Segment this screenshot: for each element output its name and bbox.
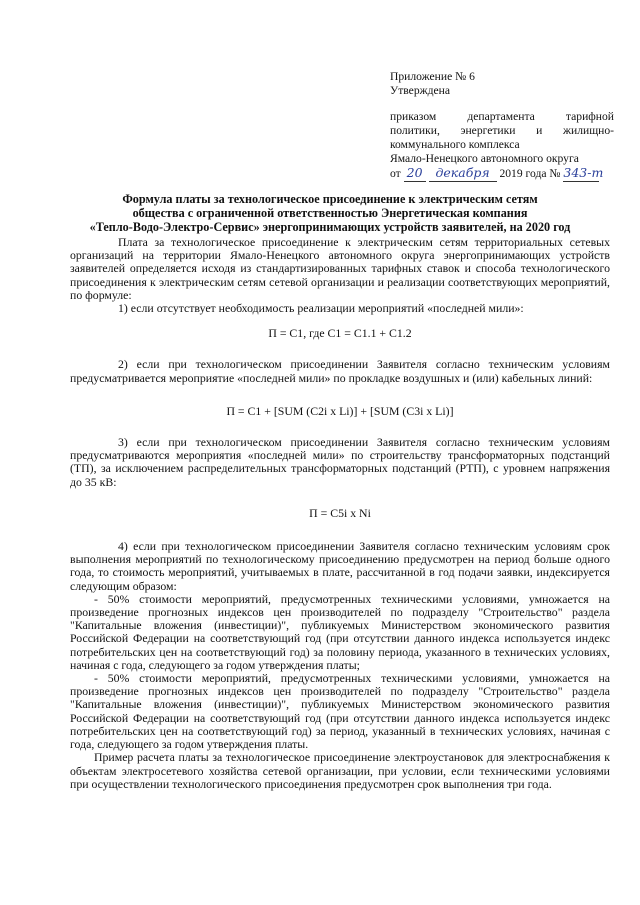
handwritten-order-number: 343-т (563, 165, 604, 180)
indexation-bullet-2: - 50% стоимости мероприятий, предусмотренных техническими условиями, умножается на произведение прогнозных индексов цен производителей по подразделу "Строительство" раздела "Капитальные вложения (инвестиции)", публикуемых Министерством экономического развития Российской Федерации на соответствующий год (при отсутствии данного индекса используется индекс потребительских цен на соответствующий год) за период, указанный в технических условиях, начиная с года, следующего за годом утверждения платы. (70, 671, 610, 752)
handwritten-month: декабря (435, 165, 490, 180)
formula-3: П = C5i x Ni (309, 505, 371, 520)
indexation-bullet-1: - 50% стоимости мероприятий, предусмотренных техническими условиями, умножается на произведение прогнозных индексов цен производителей по подразделу "Строительство" раздела "Капитальные вложения (инвестиции)", публикуемых Министерством экономического развития Российской Федерации на соответствующий год (при отсутствии данного индекса используется индекс потребительских цен на соответствующий год) за половину периода, указанного в технических условиях, начиная с года, следующего за годом утверждения платы; (70, 591, 610, 672)
approval-line-4: Ямало-Ненецкого автономного округа (390, 152, 579, 165)
case-4-text: 4) если при технологическом присоединении Заявителя согласно техническим условиям срок выполнения мероприятий по технологическому присоединению предусмотрен на период больше одного года, то стоимость мероприятий, учитываемых в плате, рассчитанной в год подачи заявки, индексируется следующим образом: (70, 539, 610, 593)
case-1-text: 1) если отсутствует необходимость реализации мероприятий «последней мили»: (118, 301, 524, 316)
document-body (70, 236, 610, 791)
handwritten-day: 20 (406, 165, 423, 180)
example-paragraph: Пример расчета платы за технологическое присоединение электроустановок для электроснабжения к объектам электросетевого хозяйства сетевой организации, при условии, если техническими условиями при осуществлении технологического присоединения предусмотрен срок выполнения три года. (70, 750, 610, 791)
approval-line-1: приказом департамента тарифной (390, 110, 614, 123)
approved-label: Утверждена (390, 84, 451, 97)
formula-2: П = C1 + [SUM (C2i x Li)] + [SUM (C3i x Li)] (226, 403, 454, 418)
approval-line-2: политики, энергетики и жилищно- (390, 124, 614, 137)
intro-paragraph: Плата за технологическое присоединение к электрическим сетям территориальных сетевых организаций на территории Ямало-Ненецкого автономного округа энергопринимающих устройств заявителей определяется исходя из стандартизированных тарифных ставок и способа технологического присоединения к электрическим сетям сетевой организации и реализации соответствующих мероприятий, по формуле: (70, 235, 610, 302)
date-year: 2019 года № (499, 167, 561, 180)
approval-header (390, 70, 614, 182)
case-2-text: 2) если при технологическом присоединении Заявителя согласно техническим условиям предусматривается мероприятие «последней мили» по прокладке воздушных и (или) кабельных линий: (70, 357, 610, 385)
appendix-label: Приложение № 6 (390, 70, 475, 83)
document-title (60, 192, 600, 234)
date-prefix: от (390, 167, 401, 180)
case-3-text: 3) если при технологическом присоединении Заявителя согласно техническим условиям предусматриваются мероприятия «последней мили» по строительству трансформаторных подстанций (ТП), за исключением распределительных трансформаторных подстанций (РТП), с уровнем напряжения до 35 кВ: (70, 435, 610, 489)
title-line-3: «Тепло-Водо-Электро-Сервис» энергопринимающих устройств заявителей, на 2020 год (89, 220, 571, 234)
title-line-1: Формула платы за технологическое присоединение к электрическим сетям (122, 192, 538, 206)
approval-line-3: коммунального комплекса (390, 138, 520, 151)
formula-1: П = C1, где C1 = C1.1 + C1.2 (268, 326, 412, 341)
title-line-2: общества с ограниченной ответственностью Энергетическая компания (132, 206, 528, 220)
approval-date-line (390, 166, 614, 182)
